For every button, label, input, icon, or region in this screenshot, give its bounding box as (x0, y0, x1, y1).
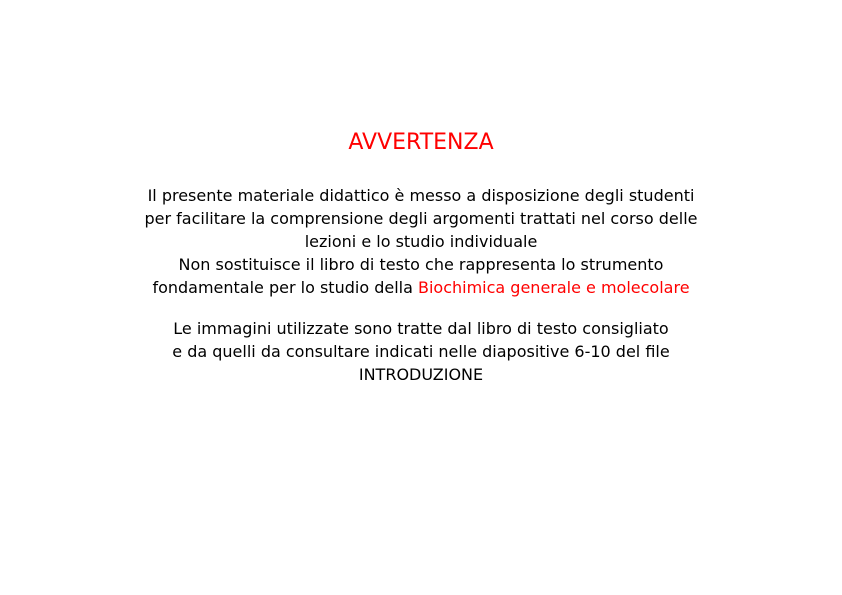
subject-highlight: Biochimica generale e molecolare (417, 278, 690, 297)
notice-line-5 (0, 276, 842, 299)
notice-line-5-prefix: fondamentale per lo studio della (152, 278, 418, 297)
notice-body (0, 184, 842, 386)
images-line-1: Le immagini utilizzate sono tratte dal libro di testo consigliato (173, 319, 669, 338)
paragraph-spacer (0, 299, 842, 317)
notice-line-2: per facilitare la comprensione degli argomenti trattati nel corso delle (144, 209, 698, 228)
notice-line-1: Il presente materiale didattico è messo a disposizione degli studenti (147, 186, 695, 205)
notice-line-3: lezioni e lo studio individuale (304, 232, 538, 251)
notice-line-4: Non sostituisce il libro di testo che rappresenta lo strumento (178, 255, 664, 274)
images-line-2: e da quelli da consultare indicati nelle diapositive 6-10 del file (172, 342, 670, 361)
slide-title: AVVERTENZA (348, 130, 494, 155)
images-line-3: INTRODUZIONE (358, 365, 484, 384)
